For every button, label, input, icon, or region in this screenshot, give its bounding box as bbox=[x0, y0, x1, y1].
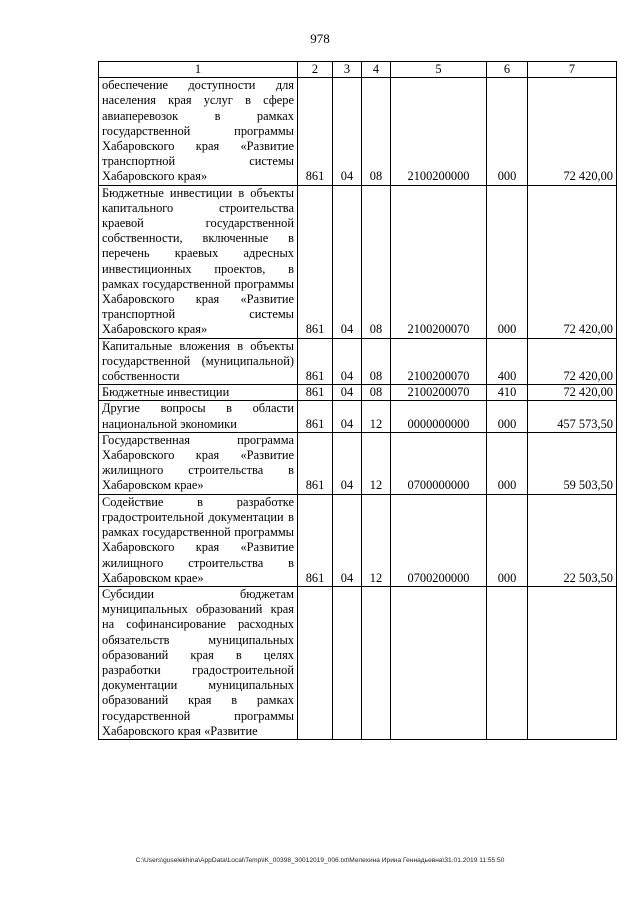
target-article-code bbox=[391, 586, 487, 739]
target-article-code: 2100200070 bbox=[391, 185, 487, 338]
column-header: 6 bbox=[487, 62, 528, 78]
row-description: Бюджетные инвестиции в объекты капитального строительства краевой государственной собственности, включенные в перечень краевых адресных инвестиционных проектов, в рамках государственной программы Хабаровского края «Развитие транспортной системы Хабаровского края» bbox=[99, 185, 298, 338]
expense-type-code bbox=[487, 586, 528, 739]
subsection-code: 12 bbox=[362, 401, 391, 432]
subsection-code bbox=[362, 586, 391, 739]
row-description: Субсидии бюджетам муниципальных образований края на софинансирование расходных обязательств муниципальных образований края в целях разработки градостроительной документации муниципальных образований края в рамках государственной программы Хабаровского края «Развитие bbox=[99, 586, 298, 739]
section-code: 04 bbox=[333, 401, 362, 432]
expense-type-code: 000 bbox=[487, 401, 528, 432]
expense-type-code: 410 bbox=[487, 385, 528, 401]
row-description: Содействие в разработке градостроительной документации в рамках государственной программы Хабаровского края «Развитие жилищного строительства в Хабаровском крае» bbox=[99, 494, 298, 586]
admin-code bbox=[298, 586, 333, 739]
table-row bbox=[99, 401, 617, 432]
target-article-code: 2100200070 bbox=[391, 385, 487, 401]
target-article-code: 0000000000 bbox=[391, 401, 487, 432]
target-article-code: 0700200000 bbox=[391, 494, 487, 586]
section-code bbox=[333, 586, 362, 739]
expense-type-code: 400 bbox=[487, 338, 528, 385]
section-code: 04 bbox=[333, 494, 362, 586]
table-row bbox=[99, 185, 617, 338]
row-description: Государственная программа Хабаровского края «Развитие жилищного строительства в Хабаровском крае» bbox=[99, 432, 298, 494]
expense-type-code: 000 bbox=[487, 432, 528, 494]
subsection-code: 08 bbox=[362, 385, 391, 401]
table-row bbox=[99, 385, 617, 401]
admin-code: 861 bbox=[298, 494, 333, 586]
budget-table bbox=[98, 61, 617, 740]
amount bbox=[528, 586, 617, 739]
section-code: 04 bbox=[333, 385, 362, 401]
column-header: 3 bbox=[333, 62, 362, 78]
row-description: обеспечение доступности для населения края услуг в сфере авиаперевозок в рамках государственной программы Хабаровского края «Развитие транспортной системы Хабаровского края» bbox=[99, 78, 298, 185]
admin-code: 861 bbox=[298, 401, 333, 432]
admin-code: 861 bbox=[298, 338, 333, 385]
admin-code: 861 bbox=[298, 385, 333, 401]
row-description: Бюджетные инвестиции bbox=[99, 385, 298, 401]
row-description: Капитальные вложения в объекты государственной (муниципальной) собственности bbox=[99, 338, 298, 385]
target-article-code: 0700000000 bbox=[391, 432, 487, 494]
subsection-code: 08 bbox=[362, 78, 391, 185]
row-description: Другие вопросы в области национальной экономики bbox=[99, 401, 298, 432]
amount: 72 420,00 bbox=[528, 78, 617, 185]
expense-type-code: 000 bbox=[487, 185, 528, 338]
table-row bbox=[99, 78, 617, 185]
page-number: 978 bbox=[310, 31, 330, 46]
amount: 72 420,00 bbox=[528, 385, 617, 401]
amount: 457 573,50 bbox=[528, 401, 617, 432]
subsection-code: 12 bbox=[362, 432, 391, 494]
expense-type-code: 000 bbox=[487, 494, 528, 586]
column-header: 5 bbox=[391, 62, 487, 78]
table-row bbox=[99, 586, 617, 739]
table-row bbox=[99, 494, 617, 586]
admin-code: 861 bbox=[298, 432, 333, 494]
column-header: 2 bbox=[298, 62, 333, 78]
expense-type-code: 000 bbox=[487, 78, 528, 185]
footer-file-path: C:\Users\guselekhina\AppData\Local\Temp\lK_00398_30012019_006.txt\Мелехина Ирина Геннадьевна\31.01.2019 11:55:50 bbox=[135, 857, 505, 864]
amount: 72 420,00 bbox=[528, 185, 617, 338]
subsection-code: 08 bbox=[362, 338, 391, 385]
amount: 72 420,00 bbox=[528, 338, 617, 385]
section-code: 04 bbox=[333, 78, 362, 185]
table-row bbox=[99, 432, 617, 494]
section-code: 04 bbox=[333, 338, 362, 385]
amount: 22 503,50 bbox=[528, 494, 617, 586]
target-article-code: 2100200000 bbox=[391, 78, 487, 185]
admin-code: 861 bbox=[298, 78, 333, 185]
column-header: 7 bbox=[528, 62, 617, 78]
section-code: 04 bbox=[333, 185, 362, 338]
amount: 59 503,50 bbox=[528, 432, 617, 494]
admin-code: 861 bbox=[298, 185, 333, 338]
section-code: 04 bbox=[333, 432, 362, 494]
column-header: 4 bbox=[362, 62, 391, 78]
subsection-code: 08 bbox=[362, 185, 391, 338]
target-article-code: 2100200070 bbox=[391, 338, 487, 385]
subsection-code: 12 bbox=[362, 494, 391, 586]
column-header: 1 bbox=[99, 62, 298, 78]
table-row bbox=[99, 338, 617, 385]
header-row bbox=[99, 62, 617, 78]
